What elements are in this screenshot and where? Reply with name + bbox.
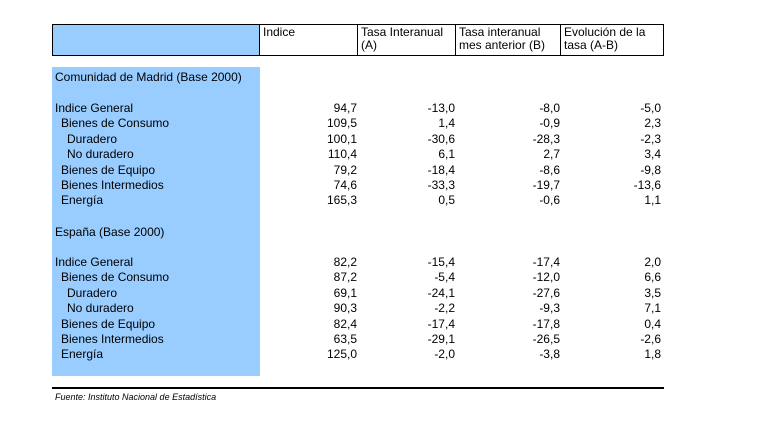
row-value: 6,6 bbox=[644, 270, 661, 285]
table-row bbox=[0, 317, 777, 332]
row-value: 0,4 bbox=[644, 316, 661, 331]
row-value: 82,2 bbox=[333, 255, 357, 269]
row-value: 110,4 bbox=[327, 147, 357, 162]
row-value: 1,8 bbox=[644, 347, 661, 362]
row-value: -8,6 bbox=[539, 162, 560, 177]
row-label: No duradero bbox=[67, 301, 134, 316]
row-value: 94,7 bbox=[333, 101, 357, 115]
table-row bbox=[0, 178, 777, 193]
row-value: -24,1 bbox=[427, 285, 455, 300]
row-label: Indice General bbox=[55, 255, 134, 269]
row-value: 165,3 bbox=[326, 193, 357, 208]
row-value: 82,4 bbox=[333, 316, 357, 331]
row-value: 74,6 bbox=[333, 178, 357, 192]
row-label: Energía bbox=[61, 347, 104, 362]
table-row bbox=[0, 286, 777, 301]
row-value: -5,0 bbox=[640, 101, 661, 115]
row-label: Energía bbox=[61, 193, 104, 208]
table-row bbox=[0, 116, 777, 131]
bottom-rule bbox=[52, 387, 664, 389]
row-value: -5,4 bbox=[434, 270, 455, 285]
row-label: Bienes de Equipo bbox=[61, 162, 156, 177]
table-row bbox=[0, 332, 777, 347]
header-tasa-a-line1: Tasa Interanual bbox=[361, 25, 444, 39]
row-value: 100,1 bbox=[326, 131, 357, 146]
row-value: -8,0 bbox=[539, 101, 560, 115]
row-value: -19,7 bbox=[532, 178, 560, 192]
row-value: 3,5 bbox=[644, 285, 661, 300]
row-label: Bienes de Equipo bbox=[61, 316, 156, 331]
row-value: 1,1 bbox=[644, 193, 661, 208]
header-indice-text: Indice bbox=[263, 25, 296, 39]
row-value: -29,1 bbox=[427, 332, 455, 346]
row-value: -2,3 bbox=[640, 131, 661, 146]
row-value: -17,8 bbox=[532, 316, 560, 331]
section-title-espana: España (Base 2000) bbox=[55, 225, 165, 239]
row-value: 87,2 bbox=[333, 270, 357, 285]
row-value: -0,6 bbox=[539, 193, 560, 208]
row-value: -0,9 bbox=[539, 116, 560, 131]
row-value: -28,3 bbox=[532, 131, 560, 146]
row-value: -15,4 bbox=[427, 255, 455, 269]
header-tasa-a bbox=[361, 26, 443, 52]
header-tasa-b-line2: mes anterior (B) bbox=[459, 38, 546, 52]
header-indice bbox=[263, 26, 295, 39]
row-value: -26,5 bbox=[532, 332, 560, 346]
row-value: 2,3 bbox=[644, 116, 661, 131]
row-value: -13,0 bbox=[427, 101, 455, 115]
row-label: Duradero bbox=[67, 131, 118, 146]
row-value: 7,1 bbox=[644, 301, 661, 316]
row-value: 125,0 bbox=[326, 347, 357, 362]
row-value: -2,6 bbox=[640, 332, 661, 346]
row-value: -17,4 bbox=[532, 255, 560, 269]
row-label: Indice General bbox=[55, 101, 134, 115]
table-row bbox=[0, 147, 777, 162]
source-footnote: Fuente: Instituto Nacional de Estadística bbox=[55, 392, 217, 402]
header-evol-line2: tasa (A-B) bbox=[564, 38, 619, 52]
row-value: 109,5 bbox=[326, 116, 357, 131]
header-evol bbox=[564, 26, 645, 52]
row-value: 90,3 bbox=[333, 301, 357, 316]
header-tasa-a-line2: (A) bbox=[361, 38, 377, 52]
table-row bbox=[0, 270, 777, 285]
table-row bbox=[0, 163, 777, 178]
row-value: 2,7 bbox=[543, 147, 560, 162]
table-row bbox=[0, 347, 777, 362]
row-value: -9,3 bbox=[539, 301, 560, 316]
row-value: -3,8 bbox=[539, 347, 560, 362]
row-value: 63,5 bbox=[333, 332, 357, 346]
header-label-cell bbox=[52, 24, 260, 56]
row-value: -30,6 bbox=[427, 131, 455, 146]
row-label: Bienes Intermedios bbox=[61, 332, 164, 346]
header-tasa-b bbox=[459, 26, 545, 52]
table-row bbox=[0, 101, 777, 116]
row-value: -13,6 bbox=[633, 178, 661, 192]
row-value: 1,4 bbox=[438, 116, 455, 131]
row-value: -2,0 bbox=[434, 347, 455, 362]
row-value: -12,0 bbox=[532, 270, 560, 285]
header-tasa-b-line1: Tasa interanual bbox=[459, 25, 541, 39]
row-value: -33,3 bbox=[427, 178, 455, 192]
row-label: Duradero bbox=[67, 285, 118, 300]
row-value: 79,2 bbox=[333, 162, 357, 177]
row-value: -18,4 bbox=[427, 162, 455, 177]
table-row bbox=[0, 193, 777, 208]
section-title-madrid: Comunidad de Madrid (Base 2000) bbox=[55, 70, 242, 84]
table-row bbox=[0, 301, 777, 316]
row-value: 3,4 bbox=[644, 147, 661, 162]
row-value: 0,5 bbox=[438, 193, 455, 208]
row-value: -9,8 bbox=[640, 162, 661, 177]
row-label: Bienes de Consumo bbox=[61, 270, 170, 285]
row-label: No duradero bbox=[67, 147, 134, 162]
header-evol-line1: Evolución de la bbox=[564, 25, 646, 39]
row-value: -27,6 bbox=[532, 285, 560, 300]
row-value: 69,1 bbox=[333, 285, 357, 300]
row-value: 2,0 bbox=[644, 255, 661, 269]
row-label: Bienes Intermedios bbox=[61, 178, 164, 192]
row-value: -2,2 bbox=[434, 301, 455, 316]
row-label: Bienes de Consumo bbox=[61, 116, 170, 131]
row-value: -17,4 bbox=[427, 316, 455, 331]
table-row bbox=[0, 255, 777, 270]
table-row bbox=[0, 132, 777, 147]
row-value: 6,1 bbox=[438, 147, 455, 162]
